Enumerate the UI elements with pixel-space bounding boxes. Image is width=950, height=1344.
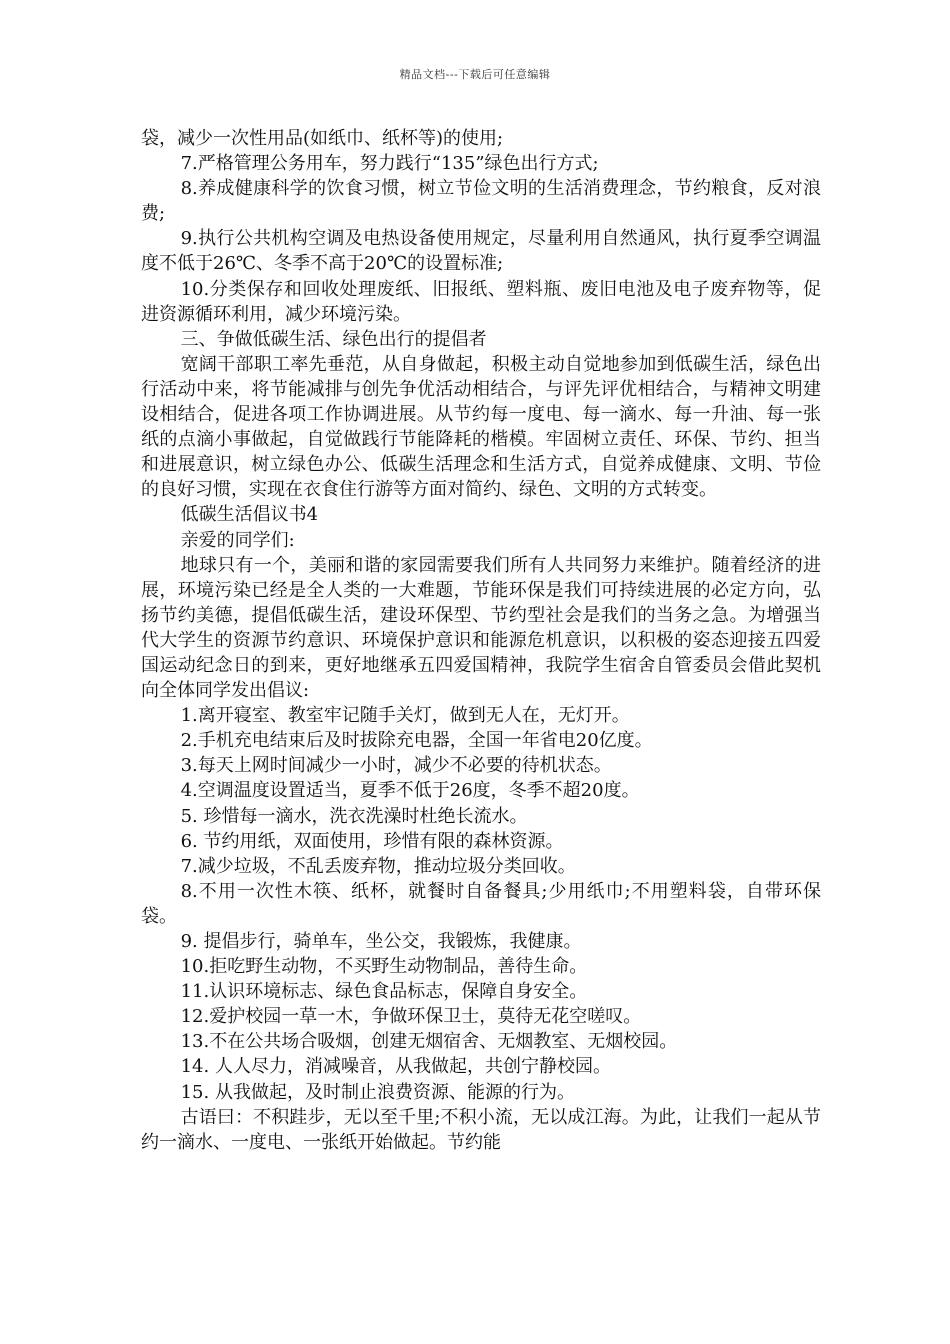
paragraph: 古语曰：不积跬步，无以至千里;不积小流，无以成江海。为此，让我们一起从节约一滴水、一度电、一张纸开始做起。节约能 xyxy=(141,1106,821,1153)
paragraph: 地球只有一个，美丽和谐的家园需要我们所有人共同努力来维护。随着经济的进展，环境污染已经是全人类的一大难题，节能环保是我们可持续进展的必定方向，弘扬节约美德，提倡低碳生活，建设环保型、节约型社会是我们的当务之急。为增强当代大学生的资源节约意识、环境保护意识和能源危机意识，以积极的姿态迎接五四爱国运动纪念日的到来，更好地继承五四爱国精神，我院学生宿舍自管委员会借此契机向全体同学发出倡议: xyxy=(141,554,821,702)
section-heading: 三、争做低碳生活、绿色出行的提倡者 xyxy=(180,328,487,350)
document-title: 低碳生活倡议书4 xyxy=(180,504,319,526)
paragraph: 7.严格管理公务用车，努力践行“135”绿色出行方式; xyxy=(180,153,599,175)
list-item: 7.减少垃圾，不乱丢废弃物，推动垃圾分类回收。 xyxy=(180,855,576,877)
list-item: 3.每天上网时间减少一小时，减少不必要的待机状态。 xyxy=(180,755,612,777)
page-header: 精品文档---下载后可任意编辑 xyxy=(399,68,551,81)
list-item: 5. 珍惜每一滴水，洗衣洗澡时杜绝长流水。 xyxy=(180,805,528,827)
list-item: 1.离开寝室、教室牢记随手关灯，做到无人在，无灯开。 xyxy=(180,705,630,727)
paragraph: 10.分类保存和回收处理废纸、旧报纸、塑料瓶、废旧电池及电子废弃物等，促进资源循环利用，减少环境污染。 xyxy=(141,278,821,325)
list-item: 15. 从我做起，及时制止浪费资源、能源的行为。 xyxy=(180,1081,575,1103)
list-item: 8.不用一次性木筷、纸杯，就餐时自备餐具;少用纸巾;不用塑料袋，自带环保袋。 xyxy=(141,880,821,927)
list-item: 12.爱护校园一草一木，争做环保卫士，莫待无花空嗟叹。 xyxy=(180,1006,642,1028)
list-item: 14. 人人尽力，消减噪音，从我做起，共创宁静校园。 xyxy=(180,1056,611,1078)
list-item: 9. 提倡步行，骑单车，坐公交，我锻炼，我健康。 xyxy=(180,931,582,952)
list-item: 13.不在公共场合吸烟，创建无烟宿舍、无烟教室、无烟校园。 xyxy=(180,1031,678,1053)
list-item: 2.手机充电结束后及时拔除充电器，全国一年省电20亿度。 xyxy=(180,730,653,752)
salutation: 亲爱的同学们: xyxy=(180,529,295,551)
document-body xyxy=(141,126,821,1155)
paragraph: 宽阔干部职工率先垂范，从自身做起，积极主动自觉地参加到低碳生活，绿色出行活动中来，将节能减排与创先争优活动相结合，与评先评优相结合，与精神文明建设相结合，促进各项工作协调进展。从节约每一度电、每一滴水、每一升油、每一张纸的点滴小事做起，自觉做践行节能降耗的楷模。牢固树立责任、环保、节约、担当和进展意识，树立绿色办公、低碳生活理念和生活方式，自觉养成健康、文明、节俭的良好习惯，实现在衣食住行游等方面对简约、绿色、文明的方式转变。 xyxy=(141,353,821,501)
list-item: 10.拒吃野生动物，不买野生动物制品，善待生命。 xyxy=(180,956,588,978)
list-item: 11.认识环境标志、绿色食品标志，保障自身安全。 xyxy=(180,981,588,1003)
paragraph: 8.养成健康科学的饮食习惯，树立节俭文明的生活消费理念，节约粮食，反对浪费; xyxy=(141,178,821,225)
paragraph: 9.执行公共机构空调及电热设备使用规定，尽量利用自然通风，执行夏季空调温度不低于26℃、冬季不高于20℃的设置标准; xyxy=(141,228,821,275)
list-item: 6. 节约用纸，双面使用，珍惜有限的森林资源。 xyxy=(180,830,564,852)
list-item: 4.空调温度设置适当，夏季不低于26度，冬季不超20度。 xyxy=(180,780,640,802)
paragraph: 袋，减少一次性用品(如纸巾、纸杯等)的使用; xyxy=(141,128,504,149)
